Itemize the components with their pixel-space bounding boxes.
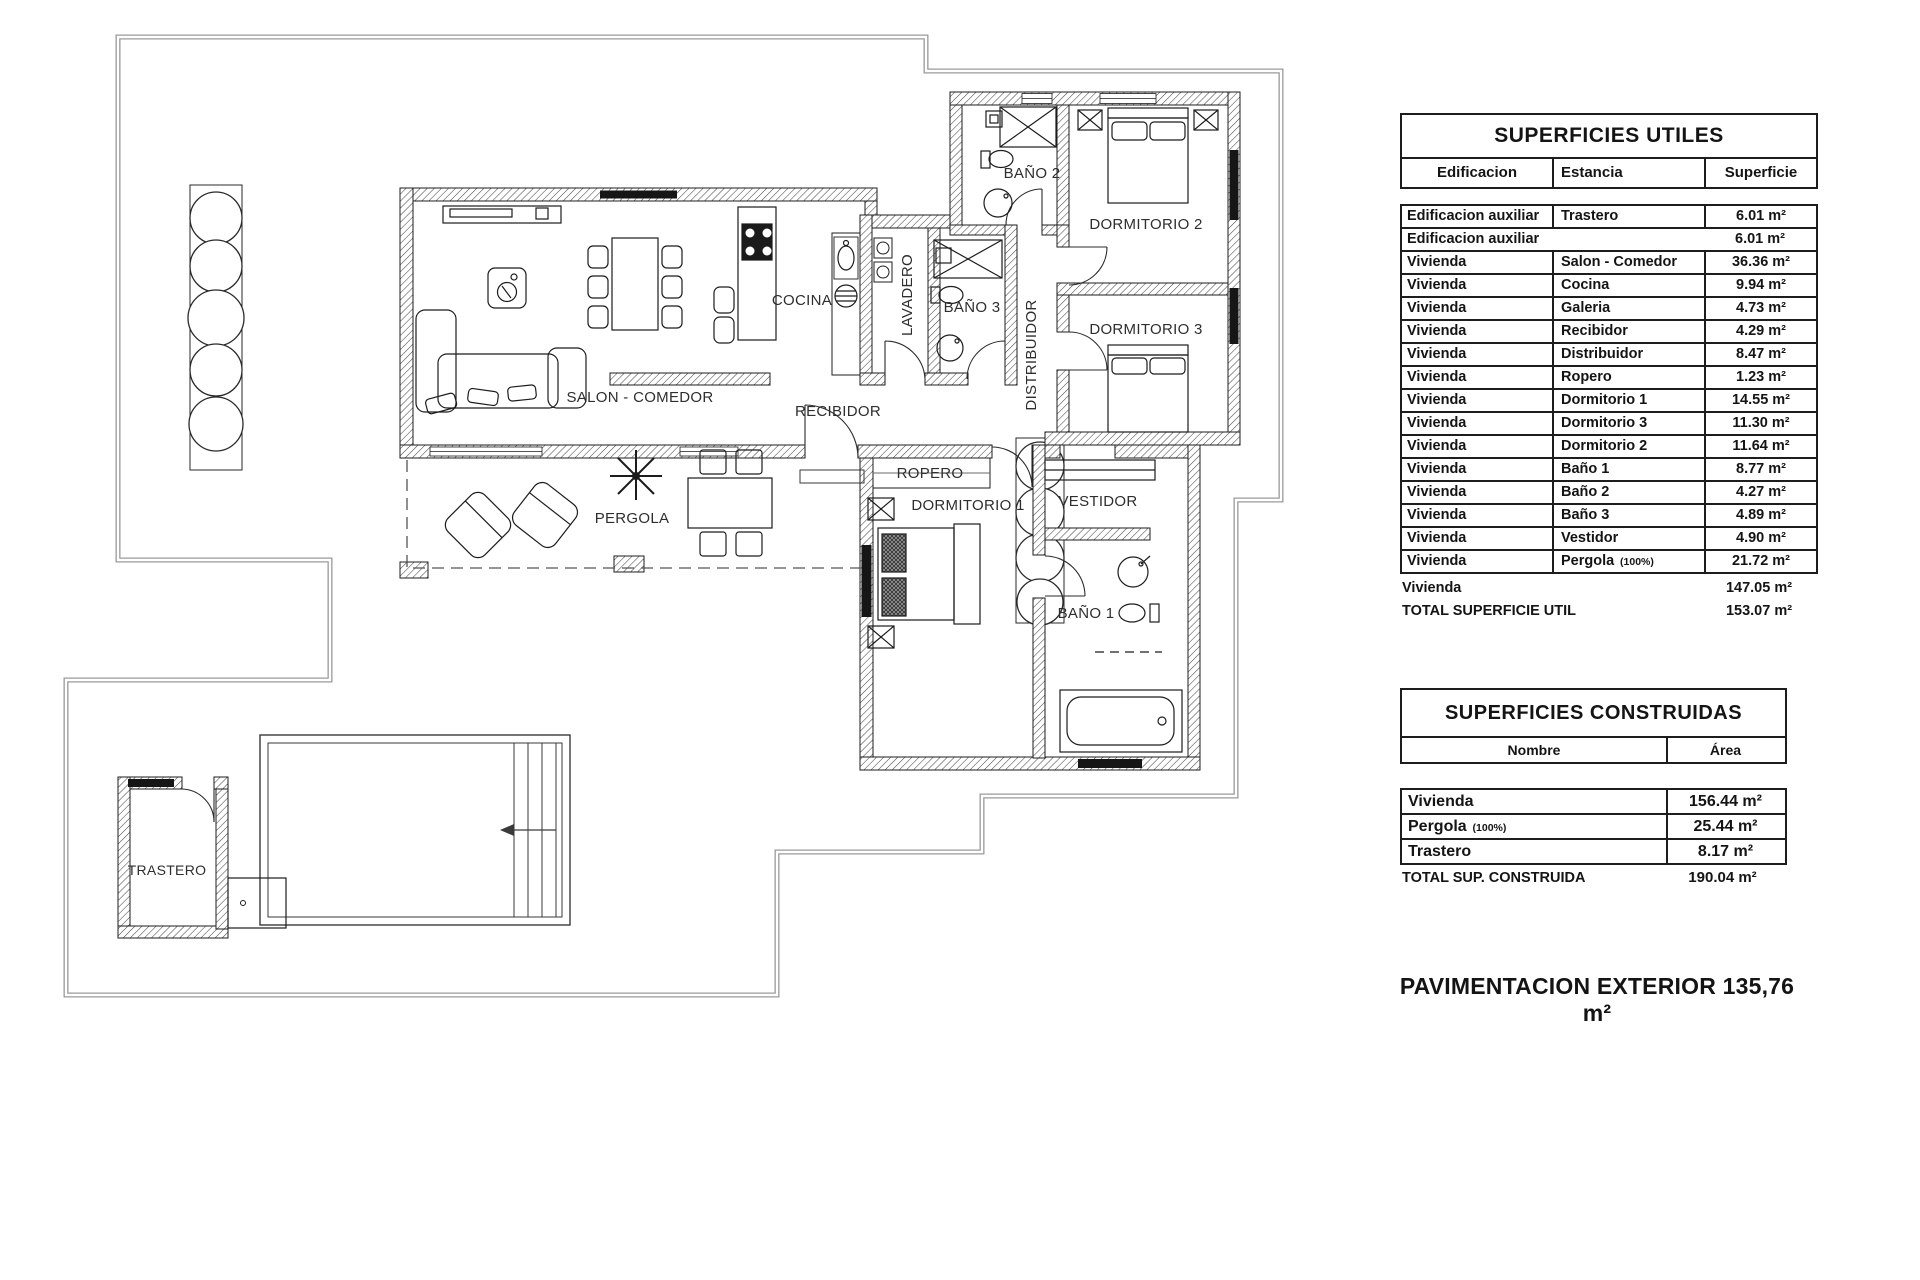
table-total-row: Vivienda 147.05 m²	[1402, 580, 1793, 596]
lounge-chair	[509, 479, 582, 552]
dining-table	[588, 238, 682, 330]
utiles-title: SUPERFICIES UTILES	[1402, 115, 1816, 159]
room-label-pergola: PERGOLA	[594, 510, 670, 527]
table-row: Vivienda Dormitorio 3 11.30 m²	[1400, 411, 1818, 436]
construidas-rows	[1400, 788, 1787, 865]
kitchen-island	[714, 207, 776, 343]
utiles-rows	[1400, 204, 1818, 574]
table-row: Vivienda Baño 3 4.89 m²	[1400, 503, 1818, 528]
table-row: Trastero 8.17 m²	[1400, 838, 1787, 865]
utiles-header-edificacion: Edificacion	[1436, 164, 1518, 181]
table-row: Vivienda Recibidor 4.29 m²	[1400, 319, 1818, 344]
salon-top-window	[600, 191, 677, 199]
table-total-row: TOTAL SUPERFICIE UTIL 153.07 m²	[1402, 603, 1793, 619]
pool-steps-arrow	[500, 824, 514, 836]
table-row: Vivienda 156.44 m²	[1400, 788, 1787, 815]
trastero-building	[118, 777, 286, 938]
lounge-chair	[441, 488, 515, 562]
room-label-dormitorio2: DORMITORIO 2	[1089, 216, 1203, 233]
table-row: Edificacion auxiliar Trastero 6.01 m²	[1400, 204, 1818, 229]
table-row: Vivienda Cocina 9.94 m²	[1400, 273, 1818, 298]
room-label-cocina: COCINA	[771, 292, 833, 309]
construidas-title: SUPERFICIES CONSTRUIDAS	[1402, 690, 1785, 738]
table-row: Edificacion auxiliar 6.01 m²	[1400, 227, 1818, 252]
pergola-table	[688, 450, 772, 556]
tv-unit	[443, 206, 561, 223]
table-total-row: TOTAL SUP. CONSTRUIDA 190.04 m²	[1402, 869, 1757, 886]
bed-dorm3	[1108, 345, 1188, 432]
utiles-totals	[1400, 577, 1818, 623]
bath2-fixtures	[981, 107, 1056, 217]
bath1-fixtures	[1057, 556, 1182, 752]
table-row: Vivienda Pergola (100%) 21.72 m²	[1400, 549, 1818, 574]
trees-left	[188, 185, 244, 470]
sofa	[416, 310, 586, 415]
table-row: Vivienda Dormitorio 2 11.64 m²	[1400, 434, 1818, 459]
table-row: Pergola (100%) 25.44 m²	[1400, 813, 1787, 840]
bano1-window	[1078, 759, 1142, 768]
plot-boundary	[66, 37, 1281, 995]
trastero-door-icon	[182, 789, 214, 822]
house-walls	[400, 92, 1240, 770]
dorm2-window	[1230, 150, 1239, 220]
utiles-header-estancia: Estancia	[1552, 159, 1704, 187]
table-row: Vivienda Vestidor 4.90 m²	[1400, 526, 1818, 551]
room-label-recibidor: RECIBIDOR	[794, 403, 882, 420]
room-label-dormitorio3: DORMITORIO 3	[1089, 321, 1203, 338]
table-row: Vivienda Distribuidor 8.47 m²	[1400, 342, 1818, 367]
room-label-ropero: ROPERO	[896, 465, 964, 482]
room-label-bano3: BAÑO 3	[943, 299, 1001, 316]
construidas-header-nombre: Nombre	[1507, 742, 1561, 758]
stove-icon	[488, 268, 526, 308]
trastero-window	[128, 779, 174, 787]
superficies-construidas-table	[1400, 688, 1787, 891]
furniture	[416, 107, 1218, 752]
room-label-dormitorio1: DORMITORIO 1	[911, 497, 1025, 514]
dorm3-window	[1230, 288, 1239, 344]
room-label-salon: SALON - COMEDOR	[566, 389, 714, 406]
construidas-header-area: Área	[1666, 738, 1783, 762]
room-label-bano1: BAÑO 1	[1057, 605, 1115, 622]
table-row: Vivienda Galeria 4.73 m²	[1400, 296, 1818, 321]
table-row: Vivienda Salon - Comedor 36.36 m²	[1400, 250, 1818, 275]
room-label-lavadero: LAVADERO	[899, 254, 916, 336]
utiles-header-superficie: Superficie	[1704, 159, 1816, 187]
table-row: Vivienda Ropero 1.23 m²	[1400, 365, 1818, 390]
pool	[260, 735, 570, 925]
kitchen-sink	[832, 233, 860, 375]
construidas-total	[1400, 865, 1787, 891]
laundry-machines	[874, 238, 892, 282]
trastero-porch	[228, 878, 286, 928]
superficies-utiles-table	[1400, 113, 1818, 623]
pavimentacion-exterior-note: PAVIMENTACION EXTERIOR 135,76 m²	[1399, 973, 1795, 1026]
entry-step	[800, 470, 864, 483]
room-label-trastero: TRASTERO	[127, 862, 207, 878]
dorm1-window	[862, 545, 872, 617]
bed-dorm1	[868, 498, 980, 648]
table-row: Vivienda Dormitorio 1 14.55 m²	[1400, 388, 1818, 413]
room-label-bano2: BAÑO 2	[1003, 165, 1061, 182]
room-label-distribuidor: DISTRIBUIDOR	[1023, 299, 1040, 411]
bed-dorm2	[1078, 108, 1218, 203]
room-label-vestidor: VESTIDOR	[1058, 493, 1138, 510]
table-row: Vivienda Baño 1 8.77 m²	[1400, 457, 1818, 482]
table-row: Vivienda Baño 2 4.27 m²	[1400, 480, 1818, 505]
